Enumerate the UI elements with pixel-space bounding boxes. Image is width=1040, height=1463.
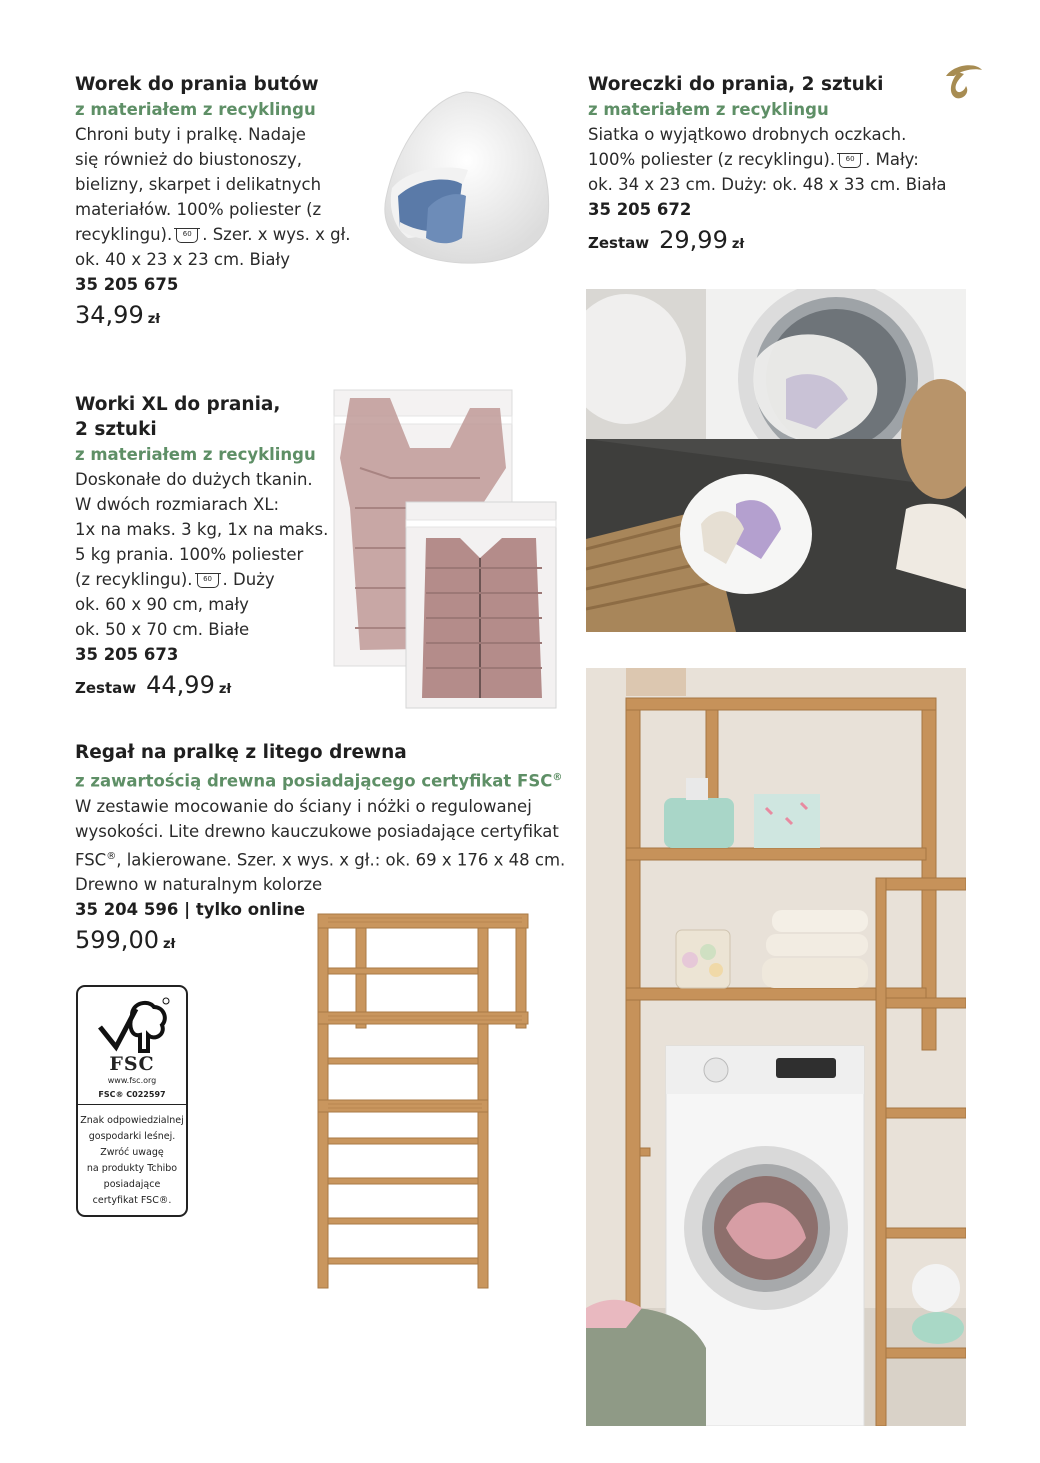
desc-line: Doskonałe do dużych tkanin. (75, 470, 313, 489)
fsc-brand: FSC (109, 1053, 155, 1075)
product-subtitle: z materiałem z recyklingu (75, 100, 316, 119)
shoe-bag-photo (378, 88, 554, 270)
price (588, 226, 968, 254)
wash-60-icon: 60 (176, 228, 198, 243)
desc-line (588, 147, 968, 172)
xl-bags-photo (330, 388, 562, 714)
product-title-line: Worki XL do prania, (75, 394, 281, 415)
registered-mark: ® (106, 850, 117, 862)
desc-line (75, 844, 575, 873)
price (75, 301, 375, 329)
product-subtitle: z materiałem z recyklingu (588, 100, 829, 119)
product-title: Regał na pralkę z litego drewna (75, 742, 407, 763)
mesh-bags-washing-machine-photo (586, 289, 966, 632)
set-label: Zestaw (75, 679, 137, 697)
product-description (75, 467, 335, 642)
fsc-note (78, 1113, 186, 1209)
desc-line: ok. 50 x 70 cm. Białe (75, 620, 250, 639)
product-sku: 35 205 673 (75, 645, 179, 664)
product-subtitle (75, 765, 575, 794)
price (75, 671, 335, 699)
desc-line: W dwóch rozmiarach XL: (75, 495, 280, 514)
product-sku: 35 205 672 (588, 200, 692, 219)
product-subtitle: z materiałem z recyklingu (75, 445, 316, 464)
product-description (75, 794, 575, 898)
registered-mark: ® (552, 772, 563, 783)
currency: zł (147, 312, 161, 327)
product-sku: 35 205 675 (75, 275, 179, 294)
wash-60-icon: 60 (197, 573, 219, 588)
wash-60-icon: 60 (839, 153, 861, 168)
desc-text: recyklingu). (75, 225, 173, 244)
desc-text: 100% poliester (z recyklingu). (588, 150, 836, 169)
currency: zł (218, 682, 232, 697)
desc-line: Chroni buty i pralkę. Nadaje (75, 125, 306, 144)
fsc-code: FSC® C022597 (98, 1090, 166, 1099)
desc-line: 1x na maks. 3 kg, 1x na maks. (75, 520, 329, 539)
price-value: 599,00 (75, 926, 159, 954)
fsc-note-line: na produkty Tchibo (86, 1163, 178, 1174)
fsc-note-line: Zwróć uwagę (100, 1147, 164, 1158)
product-mesh-bags (588, 72, 968, 254)
subtitle-text: z zawartością drewna posiadającego certyfikat FSC (75, 771, 553, 791)
desc-line: W zestawie mocowanie do ściany i nóżki o regulowanej (75, 796, 532, 816)
product-xl-bags (75, 392, 335, 699)
fsc-note-line: Znak odpowiedzialnej (80, 1115, 184, 1126)
desc-line: materiałów. 100% poliester (z (75, 200, 322, 219)
product-description (75, 122, 375, 272)
fsc-note-line: gospodarki leśnej. (88, 1131, 176, 1142)
fsc-certificate-badge (76, 985, 188, 1217)
desc-text: (z recyklingu). (75, 570, 193, 589)
desc-text: . Duży (222, 570, 275, 589)
desc-line: się również do biustonoszy, (75, 150, 302, 169)
desc-line: 5 kg prania. 100% poliester (75, 545, 304, 564)
desc-line: ok. 40 x 23 x 23 cm. Biały (75, 250, 290, 269)
price-value: 44,99 (146, 671, 215, 699)
desc-line: ok. 60 x 90 cm, mały (75, 595, 249, 614)
desc-line: bielizny, skarpet i delikatnych (75, 175, 322, 194)
desc-text: . Szer. x wys. x gł. (202, 225, 351, 244)
laundry-room-shelf-photo (586, 668, 966, 1426)
fsc-url: www.fsc.org (107, 1076, 157, 1085)
product-title-line: 2 sztuki (75, 419, 157, 440)
desc-line: ok. 34 x 23 cm. Duży: ok. 48 x 33 cm. Biała (588, 175, 947, 194)
desc-text: , lakierowane. Szer. x wys. x gł.: ok. 69 x 176 x 48 cm. (116, 850, 566, 869)
currency: zł (731, 237, 745, 252)
set-label: Zestaw (588, 234, 650, 252)
desc-text: . Mały: (865, 150, 919, 169)
product-description (588, 122, 968, 197)
desc-line: Drewno w naturalnym kolorze (75, 875, 323, 894)
product-title: Worek do prania butów (75, 74, 319, 95)
fsc-note-line: certyfikat FSC®. (92, 1195, 172, 1206)
price-value: 34,99 (75, 301, 144, 329)
product-sku: 35 204 596 | tylko online (75, 900, 306, 919)
product-shoe-bag (75, 72, 375, 329)
currency: zł (162, 937, 176, 952)
fsc-note-line: posiadające (103, 1179, 161, 1190)
product-title: Woreczki do prania, 2 sztuki (588, 74, 884, 95)
desc-line (75, 567, 335, 592)
desc-line (75, 222, 375, 247)
price-value: 29,99 (659, 226, 728, 254)
fsc-tree-check-icon (92, 995, 172, 1057)
desc-line: Siatka o wyjątkowo drobnych oczkach. (588, 125, 907, 144)
desc-text: FSC (75, 850, 107, 869)
wooden-shelf-photo (312, 908, 534, 1298)
desc-line: wysokości. Lite drewno kauczukowe posiadające certyfikat (75, 821, 559, 841)
fsc-divider (78, 1104, 186, 1105)
